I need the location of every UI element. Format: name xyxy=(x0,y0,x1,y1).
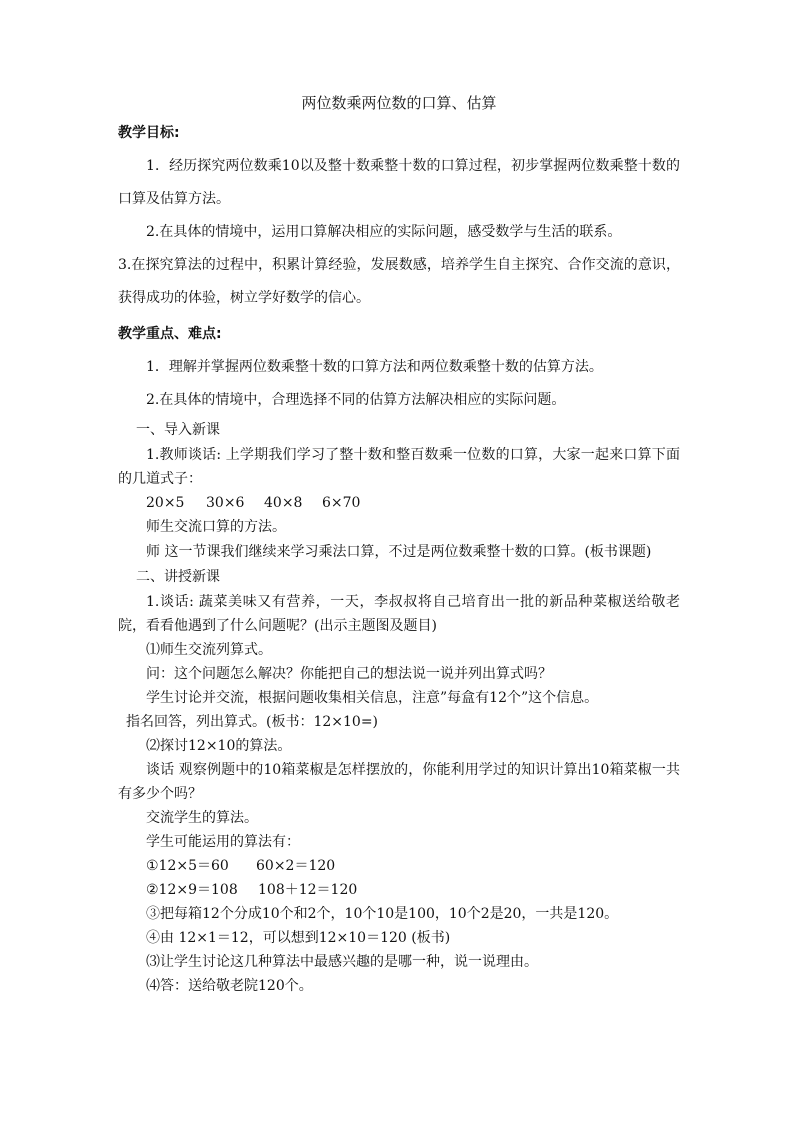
formula-item: 20×5 xyxy=(146,495,185,511)
section1-talk: 1.教师谈话: 上学期我们学习了整十数和整百数乘一位数的口算，大家一起来口算下面的几道式子： xyxy=(118,447,680,487)
objective-item-2: 2.在具体的情境中，运用口算解决相应的实际问题，感受数学与生活的联系。 xyxy=(146,224,622,240)
formula-item: 6×70 xyxy=(322,495,361,511)
formula-item: 40×8 xyxy=(264,495,303,511)
section2-method3: ③把每箱12个分成10个和2个，10个10是100，10个2是20，一共是120。 xyxy=(146,906,619,922)
keypoint-item-1: 1．理解并掌握两位数乘整十数的口算方法和两位数乘整十数的估算方法。 xyxy=(146,359,603,375)
document-page xyxy=(118,92,680,998)
section2-methods-intro: 学生可能运用的算法有： xyxy=(146,834,300,850)
section1-teacher: 师 这一节课我们继续来学习乘法口算，不过是两位数乘整十数的口算。(板书课题) xyxy=(146,544,652,560)
method-1-step-b: 60×2＝120 xyxy=(256,858,336,874)
method-2-step-a: ②12×9＝108 xyxy=(146,882,238,898)
section2-exchange: 交流学生的算法。 xyxy=(146,810,258,826)
section2-step2: ⑵探讨12×10的算法。 xyxy=(146,738,292,754)
formula-item: 30×6 xyxy=(206,495,245,511)
section2-step1: ⑴师生交流列算式。 xyxy=(146,642,272,658)
section2-question: 问：这个问题怎么解决？你能把自己的想法说一说并列出算式吗？ xyxy=(146,666,552,682)
objective-item-3: 3.在探究算法的过程中，积累计算经验，发展数感，培养学生自主探究、合作交流的意识，获得成功的体验，树立学好数学的信心。 xyxy=(118,257,680,306)
objectives-heading: 教学目标: xyxy=(118,125,180,141)
method-2-row xyxy=(118,878,680,902)
keypoint-item-2: 2.在具体的情境中，合理选择不同的估算方法解决相应的实际问题。 xyxy=(146,392,566,408)
warmup-formulas xyxy=(118,491,680,515)
section2-method4: ④由 12×1＝12，可以想到12×10＝120 (板书) xyxy=(146,930,451,946)
section2-step3: ⑶让学生讨论这几种算法中最感兴趣的是哪一种，说一说理由。 xyxy=(146,954,538,970)
section1-exchange: 师生交流口算的方法。 xyxy=(146,519,286,535)
method-1-row xyxy=(118,854,680,878)
page-title: 两位数乘两位数的口算、估算 xyxy=(301,94,497,112)
section2-discuss: 学生讨论并交流，根据问题收集相关信息，注意”每盒有12个”这个信息。 xyxy=(146,690,599,706)
section1-heading: 一、导入新课 xyxy=(136,422,220,438)
section2-answer-line: 指名回答，列出算式。(板书：12×10=) xyxy=(126,714,379,730)
method-2-step-b: 108＋12＝120 xyxy=(258,882,358,898)
section2-heading: 二、讲授新课 xyxy=(136,569,220,585)
section2-step4: ⑷答：送给敬老院120个。 xyxy=(146,978,313,994)
section2-talk: 1.谈话: 蔬菜美味又有营养，一天，李叔叔将自己培育出一批的新品种菜椒送给敬老院，看看他遇到了什么问题呢？(出示主题图及题目) xyxy=(118,594,680,634)
method-1-step-a: ①12×5＝60 xyxy=(146,858,229,874)
objective-item-1: 1．经历探究两位数乘10以及整十数乘整十数的口算过程，初步掌握两位数乘整十数的口算及估算方法。 xyxy=(118,158,680,207)
section2-observe: 谈话 观察例题中的10箱菜椒是怎样摆放的，你能利用学过的知识计算出10箱菜椒一共有多少个吗？ xyxy=(118,762,680,802)
keypoints-heading: 教学重点、难点: xyxy=(118,326,222,342)
